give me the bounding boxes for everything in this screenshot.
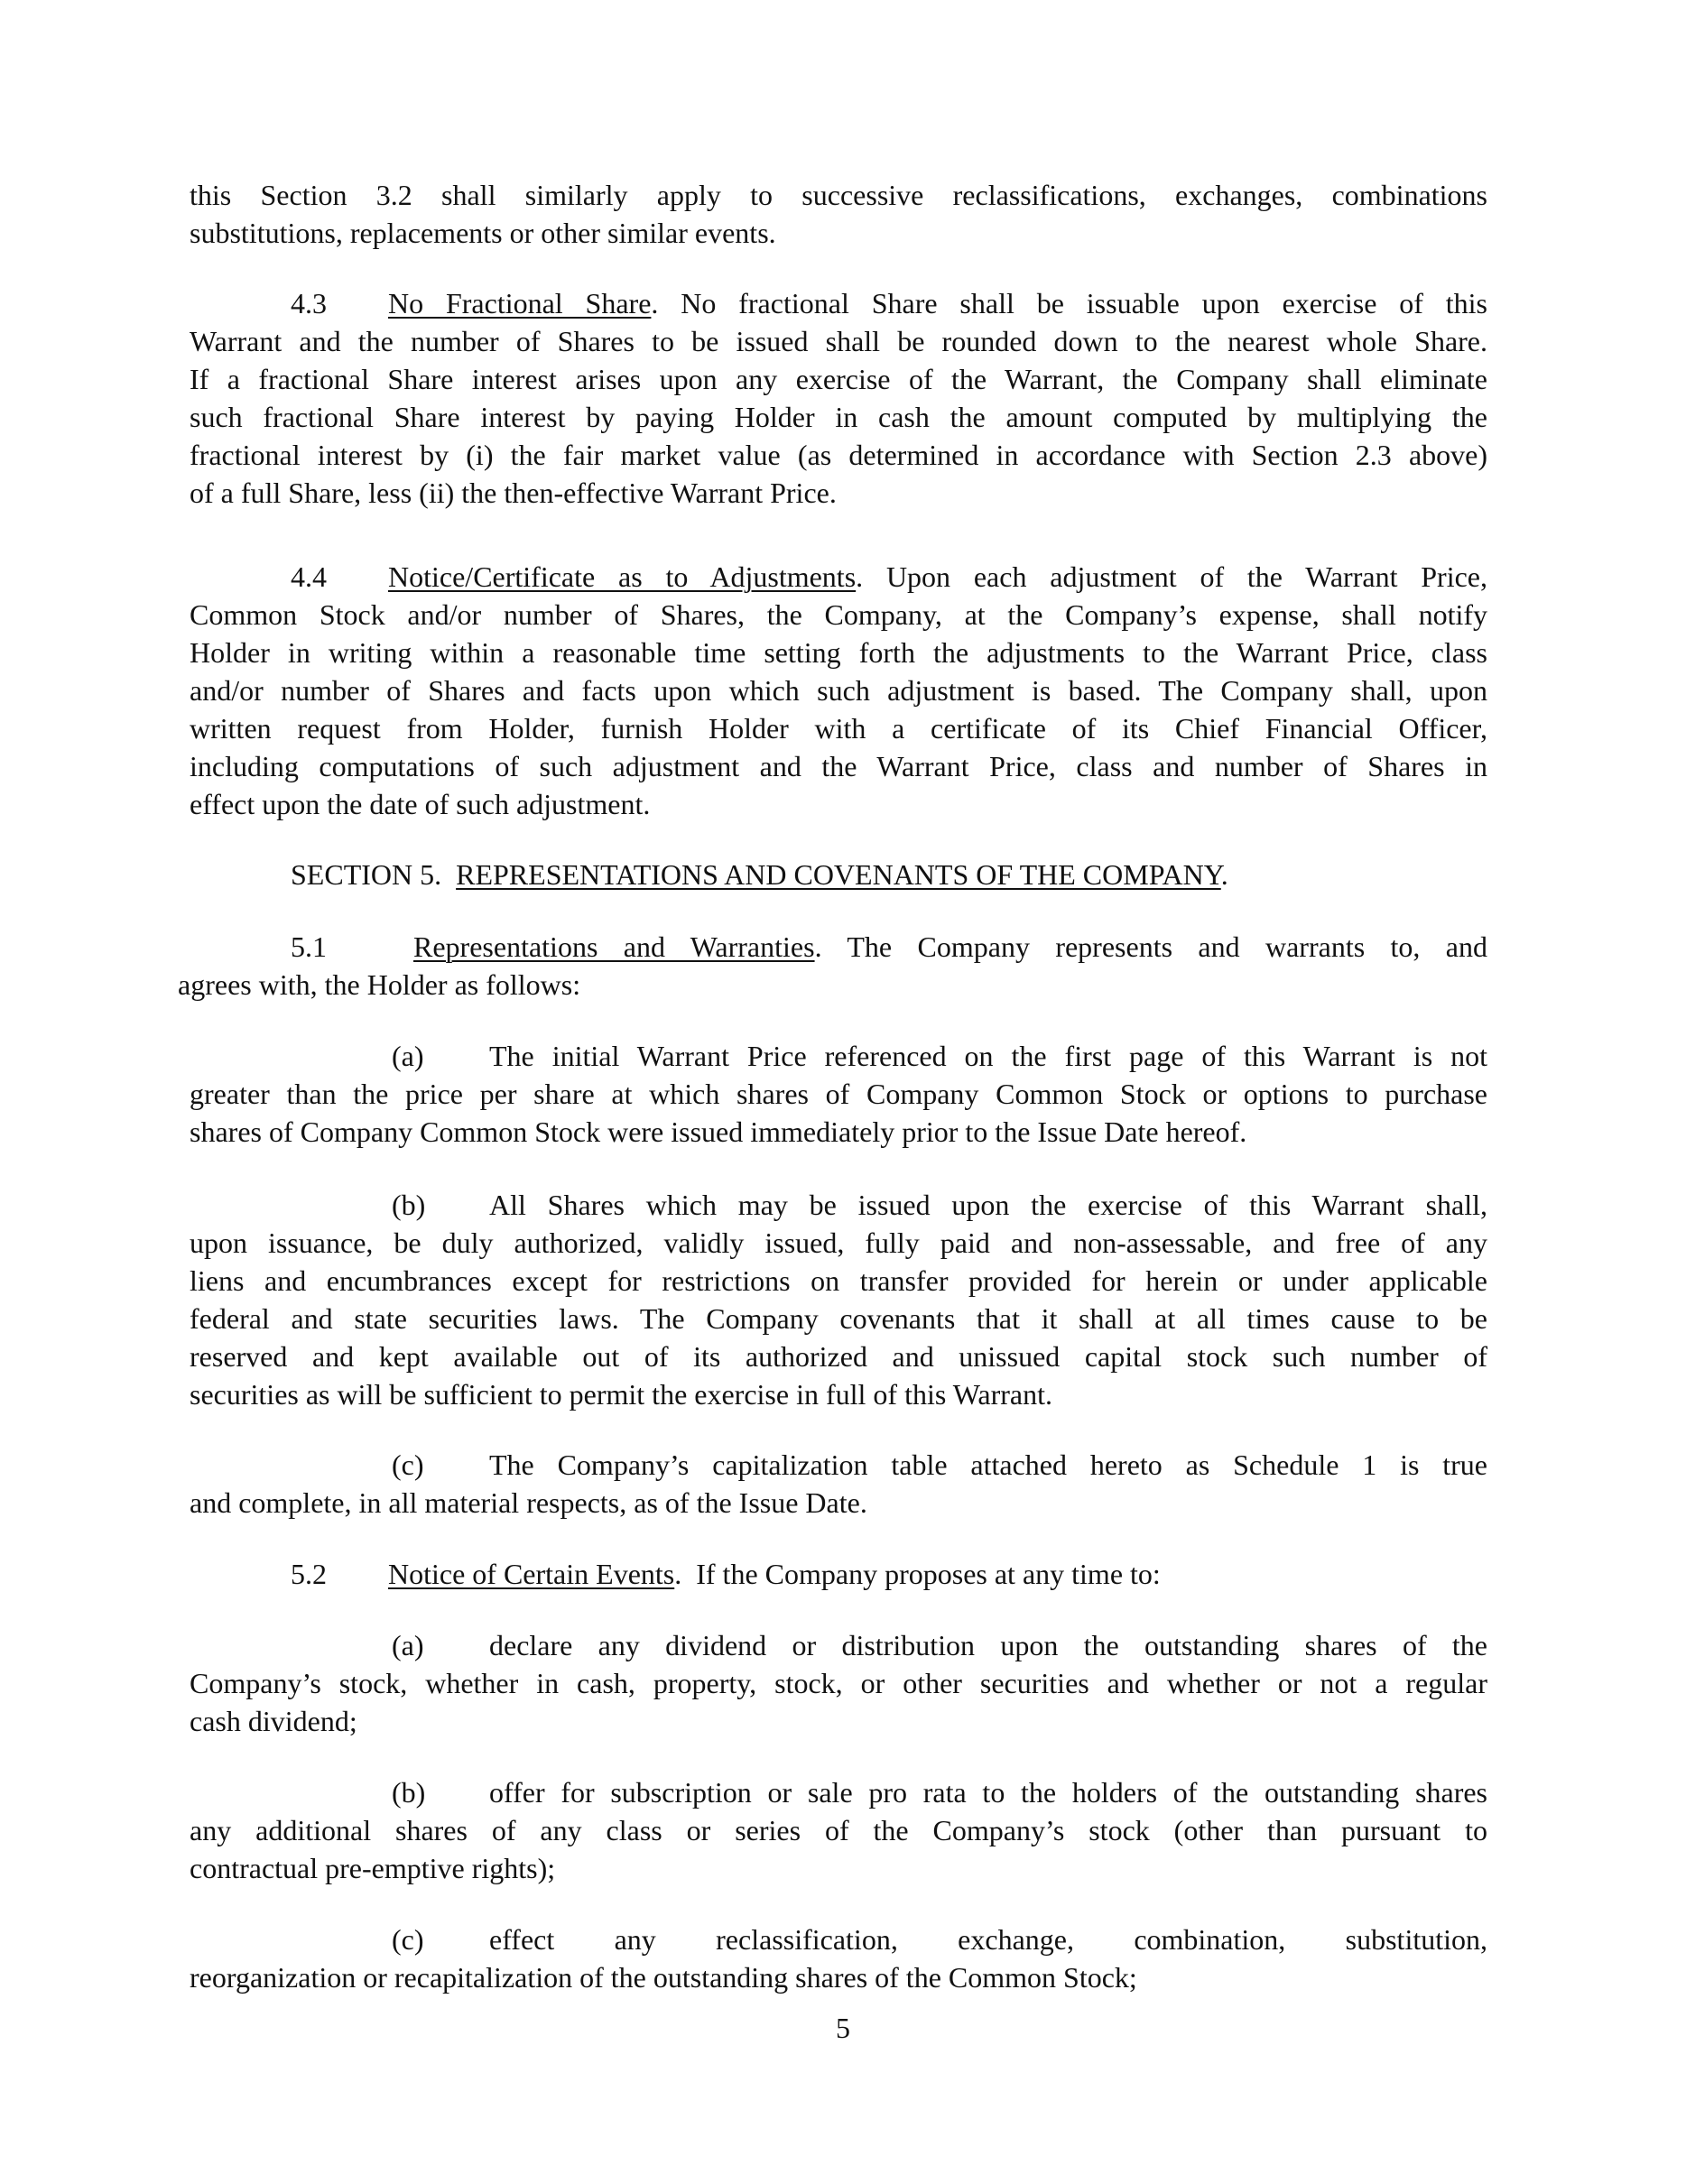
section-number: 5.2 — [291, 1558, 327, 1590]
text-line: cash dividend; — [190, 1705, 357, 1737]
text-line: such fractional Share interest by paying Holder in cash the amount computed by multiplying the — [190, 401, 1487, 433]
text-line: liens and encumbrances except for restrictions on transfer provided for herein or under applicable — [190, 1264, 1487, 1297]
clause-label: (c) — [392, 1448, 424, 1481]
punctuation: . — [1220, 858, 1228, 891]
clause-5-1-b — [190, 1186, 1487, 1413]
section-5-heading — [190, 856, 1487, 893]
clause-label: (c) — [392, 1923, 424, 1956]
text: The Company’s capitalization table attached hereto as Schedule 1 is true — [489, 1448, 1487, 1481]
text-line: Common Stock and/or number of Shares, the Company, at the Company’s expense, shall notify — [190, 598, 1487, 631]
text: All Shares which may be issued upon the exercise of this Warrant shall, — [489, 1189, 1487, 1221]
text-line: If a fractional Share interest arises upon any exercise of the Warrant, the Company shall eliminate — [190, 363, 1487, 395]
clause-label: (a) — [392, 1629, 424, 1661]
section-4-4 — [190, 558, 1487, 823]
section-number: 4.4 — [291, 560, 327, 593]
clause-5-1-c — [190, 1446, 1487, 1522]
section-title: REPRESENTATIONS AND COVENANTS OF THE COMPANY — [456, 858, 1221, 891]
text-line: reserved and kept available out of its authorized and unissued capital stock such number of — [190, 1340, 1487, 1373]
clause-label: (b) — [392, 1189, 426, 1221]
text-line: fractional interest by (i) the fair market value (as determined in accordance with Section 2.3 above) — [190, 439, 1487, 471]
text-line: this Section 3.2 shall similarly apply to successive reclassifications, exchanges, combinations — [190, 179, 1487, 211]
text-line: Holder in writing within a reasonable time setting forth the adjustments to the Warrant Price, class — [190, 636, 1487, 669]
text-line: shares of Company Common Stock were issued immediately prior to the Issue Date hereof. — [190, 1115, 1247, 1148]
section-5-1 — [178, 928, 1487, 1004]
clause-label: (b) — [392, 1776, 426, 1809]
text: The initial Warrant Price referenced on the first page of this Warrant is not — [489, 1040, 1487, 1072]
text-line: securities as will be sufficient to permit the exercise in full of this Warrant. — [190, 1378, 1052, 1411]
page-number: 5 — [836, 2012, 850, 2044]
section-4-3 — [190, 284, 1487, 512]
section-heading: Notice of Certain Events — [388, 1558, 675, 1590]
text-line: greater than the price per share at which shares of Company Common Stock or options to purchase — [190, 1078, 1487, 1110]
text: . Upon each adjustment of the Warrant Price, — [856, 560, 1488, 593]
text-line: including computations of such adjustment and the Warrant Price, class and number of Shares in — [190, 750, 1487, 782]
text-line: Warrant and the number of Shares to be issued shall be rounded down to the nearest whole Share. — [190, 325, 1487, 357]
clause-label: (a) — [392, 1040, 424, 1072]
section-heading: Notice/Certificate as to Adjustments — [388, 560, 857, 593]
clause-5-2-b — [190, 1773, 1487, 1887]
text: effect any reclassification, exchange, combination, substitution, — [489, 1923, 1487, 1956]
section-prefix: SECTION 5. — [291, 858, 457, 891]
text-line: federal and state securities laws. The Company covenants that it shall at all times cause to be — [190, 1302, 1487, 1335]
text-line: written request from Holder, furnish Holder with a certificate of its Chief Financial Officer, — [190, 712, 1487, 745]
clause-5-2-a — [190, 1626, 1487, 1740]
paragraph-continuation — [190, 176, 1487, 252]
text-line: upon issuance, be duly authorized, validly issued, fully paid and non-assessable, and free of any — [190, 1226, 1487, 1259]
section-number: 4.3 — [291, 287, 327, 319]
text-line: Company’s stock, whether in cash, property, stock, or other securities and whether or not a regular — [190, 1667, 1487, 1699]
text-line: of a full Share, less (ii) the then-effective Warrant Price. — [190, 477, 837, 509]
section-heading: No Fractional Share — [388, 287, 652, 319]
text-line: contractual pre-emptive rights); — [190, 1852, 556, 1884]
text-line: and complete, in all material respects, as of the Issue Date. — [190, 1486, 867, 1519]
text: . No fractional Share shall be issuable upon exercise of this — [651, 287, 1488, 319]
text: . The Company represents and warrants to, and — [814, 930, 1488, 963]
text-line: and/or number of Shares and facts upon which such adjustment is based. The Company shall, upon — [190, 674, 1487, 707]
section-number: 5.1 — [291, 930, 327, 963]
text-line: agrees with, the Holder as follows: — [178, 968, 581, 1001]
text: declare any dividend or distribution upon the outstanding shares of the — [489, 1629, 1487, 1661]
section-5-2 — [190, 1555, 1487, 1593]
clause-5-1-a — [190, 1037, 1487, 1151]
text: offer for subscription or sale pro rata to the holders of the outstanding shares — [489, 1776, 1487, 1809]
text: . If the Company proposes at any time to: — [674, 1558, 1161, 1590]
section-heading: Representations and Warranties — [413, 930, 815, 963]
text-line: any additional shares of any class or series of the Company’s stock (other than pursuant to — [190, 1814, 1487, 1846]
text-line: substitutions, replacements or other similar events. — [190, 217, 776, 249]
text-line: reorganization or recapitalization of the outstanding shares of the Common Stock; — [190, 1961, 1137, 1994]
clause-5-2-c — [190, 1920, 1487, 1996]
text-line: effect upon the date of such adjustment. — [190, 788, 651, 820]
